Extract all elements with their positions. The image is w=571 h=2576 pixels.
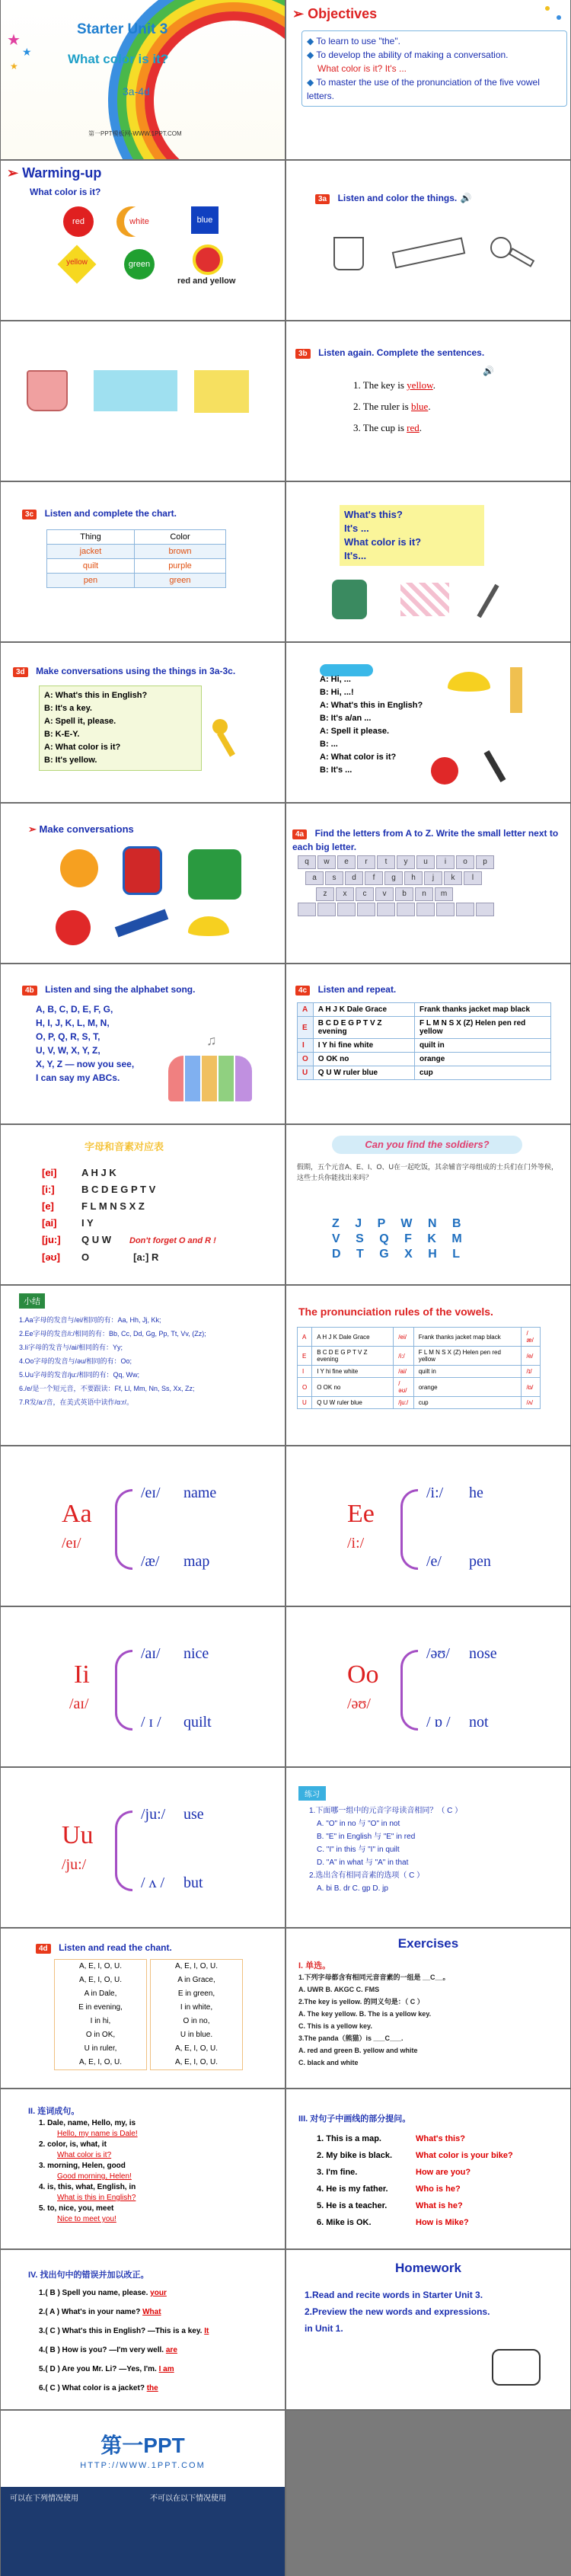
vowel-letter: Aa (62, 1500, 92, 1528)
footer-can-use: 可以在下列情况使用 (10, 2495, 78, 2503)
slide-vowel-rules (286, 1286, 570, 1445)
keyboard-row (297, 854, 563, 870)
instruction-text: Listen and read the chant. (59, 1942, 172, 1953)
brace (115, 1650, 132, 1731)
section-label: 3a-4d (123, 85, 150, 97)
summary-line: 3.Ii字母的发音与/ai/相同的有：Yy; (19, 1344, 123, 1351)
summary-title: 小结 (19, 1293, 45, 1309)
vowel-letter: Ii (74, 1660, 90, 1689)
letter-name-phoneme: /eɪ/ (62, 1535, 81, 1552)
slide-vowel-a (1, 1446, 285, 1606)
instruction-text: Listen and complete the chart. (44, 508, 177, 519)
phoneme-row: [ai] I Y (42, 1217, 94, 1229)
slide-ask-questions (286, 2089, 570, 2248)
page-subtitle: What color is it? (68, 52, 169, 66)
slide-vowel-u (1, 1768, 285, 1927)
short-phoneme: /æ/ (141, 1553, 160, 1570)
tag-4c: 4c (295, 986, 310, 996)
chart-cell: pen (47, 574, 135, 588)
exercise-line: A. red and green B. yellow and white (298, 2047, 418, 2054)
key: v (375, 887, 394, 901)
key: h (404, 871, 423, 885)
template-line: A: What's this in English? (320, 701, 423, 710)
word-order-title: II. 连词成句。 (28, 2107, 80, 2116)
phoneme-row: [əʊ] O [a:] R (42, 1251, 159, 1263)
slide-word-order (1, 2089, 285, 2248)
phoneme-title: 字母和音素对应表 (85, 1141, 164, 1152)
exercise-list (298, 1971, 562, 2069)
key: s (325, 871, 343, 885)
practice-line: 2.选出含有相同音素的选项（ C ） (309, 1871, 425, 1880)
key (476, 903, 494, 916)
homework-line: 1.Read and recite words in Starter Unit 3. (305, 2290, 483, 2300)
long-example: name (183, 1485, 217, 1501)
long-example: nice (183, 1645, 209, 1662)
exercise-line: C. black and white (298, 2059, 359, 2066)
keyboard-row (315, 886, 563, 902)
short-example: quilt (183, 1714, 212, 1731)
conversation-template (320, 673, 423, 777)
long-example: he (469, 1485, 483, 1501)
key: o (456, 855, 474, 869)
short-example: pen (469, 1553, 491, 1570)
template-line: A: Spell it please. (320, 727, 390, 736)
key: t (377, 855, 395, 869)
star-icon: ★ (7, 32, 21, 49)
chart-cell: green (134, 574, 225, 588)
tag-4d: 4d (36, 1944, 51, 1954)
children-singing (168, 1056, 252, 1101)
homework-line: 2.Preview the new words and expressions. (305, 2306, 490, 2317)
color-chart (46, 529, 226, 588)
exercise-line: 2.The key is yellow. 的同义句是：（ C ） (298, 1998, 424, 2006)
phoneme-row: [ei] A H J K (42, 1167, 116, 1178)
exercise-line: A. UWR B. AKGC C. FMS (298, 1986, 380, 1993)
empty-cell (286, 2411, 571, 2576)
make-conv-text: Make conversations (39, 823, 134, 835)
conversation-line: A: Spell it, please. (44, 717, 116, 726)
practice-line: A. "O" in no 与 "O" in not (317, 1820, 400, 1828)
red-circle: red (63, 206, 94, 237)
vowel-table: A A H J K Dale Grace Frank thanks jacket map black E B C D E G P T V Z evening F L M N S X (Z) Helen pen red yellow I I Y hi fine white quilt in O O OK no orange U Q U W ruler blue cup (297, 1002, 551, 1080)
slide-4b (1, 964, 285, 1123)
key: k (444, 871, 462, 885)
instruction-row (22, 983, 195, 996)
backpack-picture (123, 846, 162, 895)
slide-4d (1, 1929, 285, 2088)
key (456, 903, 474, 916)
objective-item: ◆ To master the use of the pronunciation of the five vowel letters. (307, 77, 540, 101)
music-note-icon: ♫ (206, 1033, 217, 1048)
key-drawing (490, 237, 512, 258)
short-example: not (469, 1714, 489, 1731)
long-example: use (183, 1806, 204, 1823)
ask-title: III. 对句子中画线的部分提问。 (298, 2114, 411, 2124)
tag-4a: 4a (292, 829, 307, 839)
instruction-row (295, 346, 484, 360)
slide-vowel-e (286, 1446, 570, 1606)
key: n (415, 887, 433, 901)
summary-list (19, 1313, 270, 1409)
long-phoneme: /eɪ/ (141, 1485, 161, 1501)
song-line: I can say my ABCs. (36, 1072, 120, 1083)
sentence-list (353, 375, 435, 439)
orange-picture (60, 849, 98, 887)
sentence-item: 1. The key is yellow. (353, 379, 435, 391)
key (357, 903, 375, 916)
pen-picture (484, 750, 506, 782)
warming-title: ➢ Warming-up (7, 165, 102, 181)
slide-objectives (286, 0, 570, 159)
objective-item: ◆ To develop the ability of making a conversation. (307, 50, 509, 60)
summary-line: 4.Oo字母的发音与/əu/相同的有：Oo; (19, 1357, 132, 1365)
key: j (424, 871, 442, 885)
song-line: U, V, W, X, Y, Z, (36, 1045, 100, 1056)
warming-title-text: Warming-up (22, 165, 102, 181)
long-phoneme: /əʊ/ (426, 1645, 450, 1662)
instruction-row (315, 191, 472, 205)
practice-line: A. bi B. dr C. gp D. jp (317, 1884, 388, 1893)
tag-3d: 3d (13, 667, 28, 677)
vowel-letter: Oo (347, 1660, 379, 1689)
short-phoneme: / ɒ / (426, 1714, 451, 1731)
key: d (345, 871, 363, 885)
ruler-drawing (392, 237, 466, 268)
speaker-icon[interactable]: 🔊 (483, 366, 494, 376)
practice-line: D. "A" in what 与 "A" in that (317, 1858, 409, 1867)
practice-list (309, 1804, 462, 1895)
phoneme-list (42, 1165, 216, 1266)
keyboard (297, 854, 563, 921)
long-example: nose (469, 1645, 497, 1662)
exercise-line: C. This is a yellow key. (298, 2022, 372, 2030)
key: a (305, 871, 324, 885)
key (416, 903, 435, 916)
slide-homework (286, 2250, 570, 2409)
short-phoneme: /e/ (426, 1553, 442, 1570)
slide-whats-this (286, 482, 570, 641)
practice-tag: 练习 (298, 1786, 326, 1801)
ask-list: 1. This is a map. What's this? 2. My bike is black. What color is your bike? 3. I'm fine. How are you? 4. He is my father. Who is he? 5. He is a teacher. What is he? 6. Mike is OK. How is Mike? (317, 2134, 513, 2227)
short-example: map (183, 1553, 210, 1570)
letter-name-phoneme: /i:/ (347, 1535, 365, 1552)
instruction-row (22, 507, 177, 520)
cup-drawing (333, 237, 364, 270)
short-phoneme: / ʌ / (141, 1874, 165, 1891)
page-title: Starter Unit 3 (77, 21, 168, 37)
tag-3a: 3a (315, 194, 330, 204)
slide-4c (286, 964, 570, 1123)
chart-cell: brown (134, 545, 225, 559)
key: g (384, 871, 403, 885)
slide-practice (286, 1768, 570, 1927)
letter-name-phoneme: /əʊ/ (347, 1695, 371, 1712)
slide-brand (1, 2411, 285, 2576)
tag-3c: 3c (22, 510, 37, 519)
template-line: A: Hi, ... (320, 675, 351, 684)
speaker-icon[interactable]: 🔊 (460, 193, 472, 203)
instruction-text: Find the letters from A to Z. Write the small letter next to each big letter. (292, 828, 559, 852)
yellow-key (194, 370, 249, 413)
chart-header: Thing (47, 530, 135, 545)
keyboard-row (297, 902, 563, 921)
letter-name-phoneme: /aɪ/ (69, 1695, 89, 1712)
slide-summary (1, 1286, 285, 1445)
song-line: O, P, Q, R, S, T, (36, 1031, 100, 1042)
sentence-item: 3. The cup is red. (353, 422, 423, 433)
question-line: What color is it? (344, 536, 422, 548)
instruction-text: Listen and repeat. (317, 984, 397, 995)
jacket-picture (188, 849, 241, 900)
key: w (317, 855, 336, 869)
objective-item: What color is it? It's ... (317, 63, 407, 74)
key (298, 903, 316, 916)
vowel-letter: Ee (347, 1500, 375, 1528)
brand-url[interactable]: HTTP://WWW.1PPT.COM (80, 2461, 206, 2470)
slide-4a (286, 804, 570, 963)
song-line: H, I, J, K, L, M, N, (36, 1018, 110, 1028)
alphabet-song (36, 1002, 134, 1085)
key: x (336, 887, 354, 901)
slide-3d (1, 643, 285, 802)
key: u (416, 855, 435, 869)
song-line: A, B, C, D, E, F, G, (36, 1004, 113, 1015)
cow-picture (492, 2349, 541, 2386)
slide-find-soldiers (286, 1125, 570, 1284)
green-circle: green (124, 249, 155, 280)
template-line: B: Hi, ...! (320, 688, 354, 697)
objective-item: ◆ To learn to use "the". (307, 36, 400, 46)
song-line: X, Y, Z — now you see, (36, 1059, 135, 1069)
key: b (395, 887, 413, 901)
slide-letter-phoneme (1, 1125, 285, 1284)
star-icon: ★ (22, 46, 32, 58)
slide-pictures (1, 321, 285, 481)
summary-line: 7.R发/a:/音，在美式英语中读作/ɑ:r/。 (19, 1398, 134, 1406)
blue-square: blue (191, 206, 219, 234)
conversation-line: A: What's this in English? (44, 691, 148, 700)
long-phoneme: /ju:/ (141, 1806, 166, 1823)
homework-title: Homework (395, 2261, 461, 2275)
question-line: What's this? (344, 509, 403, 520)
word-order-list: 1. Dale, name, Hello, my, is Hello, my name is Dale! 2. color, is, what, it What color is it? 3. morning, Helen, good Good morning, Helen! 4. is, this, what, English, in What is this in English? 5. to, nice, you, meet Nice to meet you! (39, 2119, 138, 2223)
key (377, 903, 395, 916)
slide-make-conversations (1, 804, 285, 963)
brand-logo: 第一PPT (100, 2434, 185, 2457)
slide-warming-up (1, 161, 285, 320)
homework-list (305, 2287, 556, 2337)
key: p (476, 855, 494, 869)
apple-picture (431, 757, 458, 785)
brace (400, 1489, 418, 1570)
question-line: It's... (344, 550, 367, 561)
key: z (316, 887, 334, 901)
brace (400, 1650, 418, 1731)
quilt-picture (400, 583, 449, 616)
instruction-text: Listen and sing the alphabet song. (45, 984, 196, 995)
question-box (340, 505, 484, 566)
key: r (357, 855, 375, 869)
red-yellow-label: red and yellow (177, 276, 236, 286)
key: m (435, 887, 453, 901)
practice-line: C. "I" in this 与 "I" in quilt (317, 1846, 400, 1854)
chant-left: A, E, I, O, U. A, E, I, O, U. A in Dale, E in evening, I in hi, O in OK, U in ruler, A, E, I, O, U. (54, 1959, 147, 2070)
slide-correct-errors (1, 2250, 285, 2409)
chant-right: A, E, I, O, U. A in Grace, E in green, I in white, O in no, U in blue. A, E, I, O, U. A, E, I, O, U. (150, 1959, 243, 2070)
pink-cup (27, 370, 68, 411)
key-shaft (217, 731, 235, 756)
exercises-title: Exercises (397, 1936, 459, 1951)
letter-name-phoneme: /ju:/ (62, 1856, 87, 1873)
slide-vowel-o (286, 1607, 570, 1766)
vowel-letter: Uu (62, 1821, 94, 1849)
keyboard-row (305, 870, 563, 886)
pen-picture (477, 584, 499, 618)
conversation-line: A: What color is it? (44, 743, 121, 752)
practice-line: B. "E" in English 与 "E" in red (317, 1833, 416, 1841)
ruler-picture (510, 667, 522, 713)
pen-picture (115, 909, 169, 937)
key: y (397, 855, 415, 869)
template-line: B: It's ... (320, 765, 352, 775)
slide-3c (1, 482, 285, 641)
footer-cannot-use: 不可以在以下情况使用 (150, 2495, 226, 2503)
practice-line: 1.下面哪一组中的元音字母读音相同？（ C ） (309, 1807, 463, 1815)
long-phoneme: /aɪ/ (141, 1645, 161, 1662)
short-phoneme: / ɪ / (141, 1714, 161, 1731)
key: i (436, 855, 455, 869)
slide-title (1, 0, 285, 159)
key (317, 903, 336, 916)
key: q (298, 855, 316, 869)
soldiers-text: 假期，五个元音A、E、I、O、U在一起吃饭，其余辅音字母组成的士兵们在门外等候，这些士兵你能找出来吗？ (297, 1163, 559, 1181)
long-phoneme: /i:/ (426, 1485, 444, 1501)
instruction-text: Make conversations using the things in 3a-3c. (36, 666, 236, 676)
key (397, 903, 415, 916)
objectives-title: ➢ Objectives (292, 6, 378, 21)
chart-header: Color (134, 530, 225, 545)
key (436, 903, 455, 916)
slide-exercises (286, 1929, 570, 2088)
slide-conversation-template (286, 643, 570, 802)
errors-title: IV. 找出句中的错误并加以改正。 (28, 2271, 149, 2280)
instruction-row (292, 826, 559, 854)
yellow-label: yellow (66, 258, 88, 267)
exercise-line: A. The key yellow. B. The is a yellow key. (298, 2010, 432, 2018)
banana-picture (448, 672, 490, 692)
apple-picture (56, 910, 91, 945)
key: e (337, 855, 356, 869)
key-blade (509, 248, 534, 267)
summary-line: 5.Uu字母的发音/ju:/相同的有：Qq, Ww; (19, 1371, 140, 1379)
warming-question: What color is it? (30, 187, 101, 197)
instruction-row (36, 1941, 172, 1954)
sentence-item: 2. The ruler is blue. (353, 401, 431, 412)
tag-3b: 3b (295, 349, 311, 359)
chart-cell: purple (134, 559, 225, 574)
instruction-text: Listen and color the things. (337, 193, 458, 203)
objectives-title-text: Objectives (308, 6, 378, 21)
summary-line: 1.Aa字母的发音与/ei/相同的有：Aa, Hh, Jj, Kk; (19, 1316, 161, 1324)
template-line: B: ... (320, 740, 338, 749)
exercise-line: 3.The panda（熊猫）is ___C___. (298, 2034, 404, 2042)
homework-line: in Unit 1. (305, 2323, 343, 2334)
exercises-section: I. 单选。 (298, 1961, 331, 1970)
objectives-box (301, 30, 567, 107)
summary-line: 6./e/是一个短元音，不要跟读：Ff, Ll, Mm, Nn, Ss, Xx, Zz; (19, 1385, 195, 1392)
phoneme-row: [e] F L M N S X Z (42, 1200, 145, 1212)
star-icon: ★ (10, 61, 18, 72)
instruction-row (13, 664, 235, 678)
white-moon: white (124, 206, 155, 237)
make-conv-title: ➢ Make conversations (28, 823, 134, 835)
conversation-line: B: It's a key. (44, 704, 92, 713)
rules-table: A A H J K Dale Grace /ei/ Frank thanks jacket map black /æ/ E B C D E G P T V Z evening /i:/ F L M N S X (Z) Helen pen red yellow /e/ I I Y hi fine white /ai/ quilt in /ɪ/ O O OK no /əʊ/ orange /ɒ/ U Q U W ruler blue /ju:/ cup /ʌ/ (297, 1327, 541, 1409)
tag-4b: 4b (22, 986, 37, 996)
slide-3a (286, 161, 570, 320)
conversation-line: B: It's yellow. (44, 756, 97, 765)
scattered-letters: Z J P W N B V S Q F K M D T G X H L (332, 1217, 468, 1261)
soldiers-title: Can you find the soldiers? (332, 1136, 522, 1154)
template-line: A: What color is it? (320, 753, 397, 762)
phoneme-row: [i:] B C D E G P T V (42, 1184, 156, 1195)
chart-cell: jacket (47, 545, 135, 559)
key (337, 903, 356, 916)
blue-ruler (94, 370, 177, 411)
site-label: 第一PPT模板网-WWW.1PPT.COM (88, 130, 182, 137)
rules-title: The pronunciation rules of the vowels. (298, 1306, 493, 1318)
key: l (464, 871, 482, 885)
instruction-row (295, 983, 396, 996)
slide-3b (286, 321, 570, 481)
slide-vowel-i (1, 1607, 285, 1766)
key: f (365, 871, 383, 885)
conversation-box (39, 686, 202, 771)
brace (115, 1489, 132, 1570)
template-line: B: It's a/an ... (320, 714, 372, 723)
short-example: but (183, 1874, 203, 1891)
question-line: It's ... (344, 523, 369, 534)
key: c (356, 887, 374, 901)
chart-cell: quilt (47, 559, 135, 574)
summary-line: 2.Ee字母的发音/i:/相同的有：Bb, Cc, Dd, Gg, Pp, Tt, Vv, (Zz); (19, 1330, 206, 1338)
phoneme-row: [ju:] Q U W Don't forget O and R ! (42, 1234, 216, 1245)
conversation-line: B: K-E-Y. (44, 730, 80, 739)
jacket-picture (332, 580, 367, 619)
banana-picture (188, 916, 229, 936)
red-yellow-circle (193, 244, 223, 275)
exercise-line: 1.下列字母都含有相同元音音素的一组是 __C__。 (298, 1974, 450, 1981)
errors-list: 1.( B ) Spell you name, please. your 2.( A ) What's in your name? What 3.( C ) What's this in English? —This is a key. It 4.( B ) How is you? —I'm very well. are 5.( D ) Are you Mr. Li? —Yes, I'm. I am 6.( C ) What color is a jacket? the (39, 2289, 209, 2392)
instruction-text: Listen again. Complete the sentences. (318, 347, 485, 358)
brace (115, 1811, 132, 1891)
